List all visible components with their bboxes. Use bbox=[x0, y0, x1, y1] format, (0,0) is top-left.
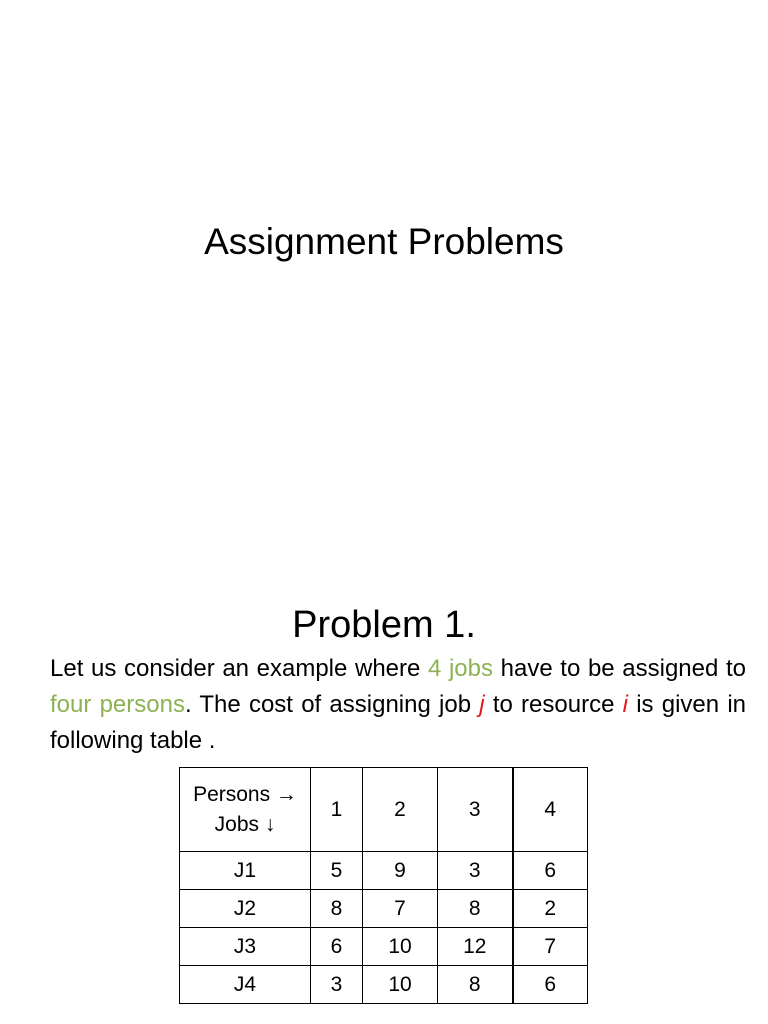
row-label: J1 bbox=[180, 852, 311, 890]
variable-j: j bbox=[479, 691, 485, 718]
column-header: 3 bbox=[438, 768, 513, 852]
cost-table bbox=[179, 767, 588, 1004]
table-cell: 10 bbox=[363, 928, 438, 966]
highlight-jobs: 4 jobs bbox=[427, 655, 493, 682]
highlight-persons: four persons bbox=[50, 691, 185, 718]
table-row bbox=[180, 966, 588, 1004]
row-label: J4 bbox=[180, 966, 311, 1004]
text-segment: have to be assigned to bbox=[493, 655, 746, 682]
table-cell: 9 bbox=[363, 852, 438, 890]
table-cell: 10 bbox=[363, 966, 438, 1004]
table-cell: 12 bbox=[438, 928, 513, 966]
table-cell: 8 bbox=[311, 890, 363, 928]
column-header: 1 bbox=[311, 768, 363, 852]
table-cell: 3 bbox=[311, 966, 363, 1004]
table-row bbox=[180, 890, 588, 928]
table-row bbox=[180, 928, 588, 966]
table-cell: 7 bbox=[363, 890, 438, 928]
table-cell: 8 bbox=[438, 966, 513, 1004]
table-cell: 2 bbox=[513, 890, 588, 928]
table-cell: 7 bbox=[513, 928, 588, 966]
table-cell: 6 bbox=[513, 852, 588, 890]
text-segment: Let us consider an example where bbox=[50, 655, 428, 682]
slide-title: Assignment Problems bbox=[204, 221, 564, 262]
table-header-row bbox=[180, 768, 588, 852]
column-header: 4 bbox=[513, 768, 588, 852]
table-cell: 8 bbox=[438, 890, 513, 928]
table-cell: 5 bbox=[311, 852, 363, 890]
column-header: 2 bbox=[363, 768, 438, 852]
table-cell: 3 bbox=[438, 852, 513, 890]
problem-heading: Problem 1. bbox=[292, 604, 476, 646]
corner-jobs-label: Jobs ↓ bbox=[214, 812, 276, 836]
text-segment: is given in following table . bbox=[50, 691, 747, 754]
row-label: J2 bbox=[180, 890, 311, 928]
corner-cell bbox=[180, 768, 311, 852]
variable-i: i bbox=[622, 691, 628, 718]
text-segment: to resource bbox=[484, 691, 623, 718]
table-row bbox=[180, 852, 588, 890]
table-cell: 6 bbox=[513, 966, 588, 1004]
row-label: J3 bbox=[180, 928, 311, 966]
text-segment: . The cost of assigning job bbox=[184, 691, 480, 718]
corner-persons-label: Persons → bbox=[193, 782, 297, 806]
table-cell: 6 bbox=[311, 928, 363, 966]
problem-description bbox=[50, 651, 746, 759]
